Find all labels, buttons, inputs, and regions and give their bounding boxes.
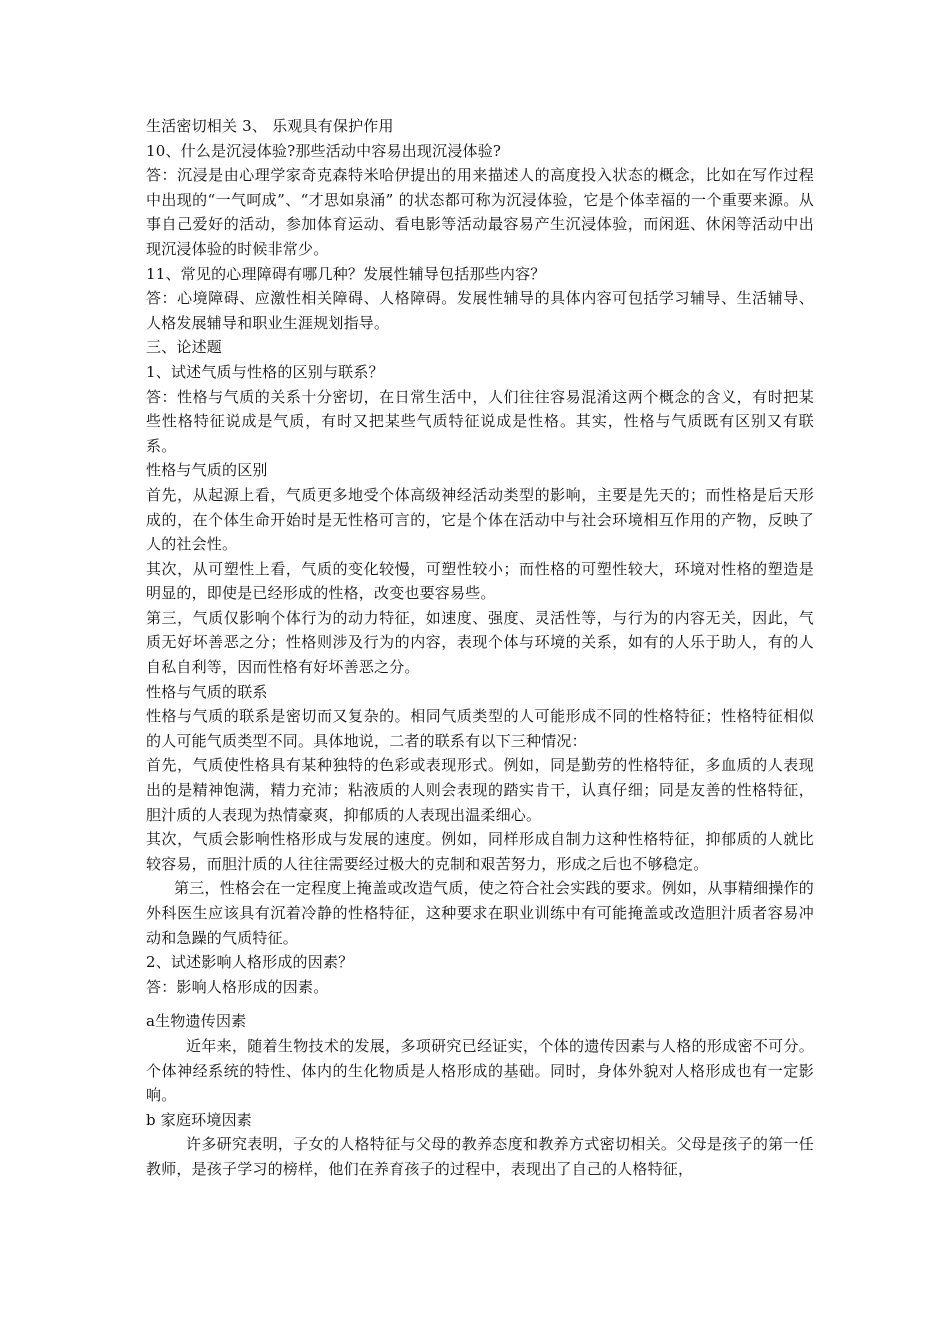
paragraph: 其次，气质会影响性格形成与发展的速度。例如，同样形成自制力这种性格特征，抑郁质的人就比较容易，而胆汁质的人往往需要经过极大的克制和艰苦努力，形成之后也不够稳定。 (146, 830, 814, 873)
paragraph: 第三，气质仅影响个体行为的动力特征，如速度、强度、灵活性等，与行为的内容无关，因此，气质无好坏善恶之分；性格则涉及行为的内容，表现个体与环境的关系，如有的人乐于助人，有的人自私自利等，因而性格有好坏善恶之分。 (146, 608, 814, 677)
paragraph: 近年来，随着生物技术的发展，多项研究已经证实，个体的遗传因素与人格的形成密不可分。个体神经系统的特性、体内的生化物质是人格形成的基础。同时，身体外貌对人格形成也有一定影响。 (146, 1036, 814, 1105)
essay-question-2: 2、试述影响人格形成的因素？ (146, 953, 354, 972)
question-11: 11、常见的心理障碍有哪几种？发展性辅导包括那些内容？ (146, 264, 546, 283)
document-body (146, 114, 814, 1182)
subheading-connections: 性格与气质的联系 (146, 682, 268, 701)
paragraph: 生活密切相关 3、 乐观具有保护作用 (146, 117, 394, 135)
answer-11: 答：心境障碍、应激性相关障碍、人格障碍。发展性辅导的具体内容可包括学习辅导、生活辅导、人格发展辅导和职业生涯规划指导。 (146, 289, 814, 332)
paragraph: 许多研究表明，子女的人格特征与父母的教养态度和教养方式密切相关。父母是孩子的第一任教师，是孩子学习的榜样，他们在养育孩子的过程中，表现出了自己的人格特征， (146, 1135, 814, 1178)
paragraph: 第三，性格会在一定程度上掩盖或改造气质，使之符合社会实践的要求。例如，从事精细操作的外科医生应该具有沉着冷静的性格特征，这种要求在职业训练中有可能掩盖或改造胆汁质者容易冲动和急躁的气质特征。 (146, 879, 814, 947)
paragraph: 首先，从起源上看，气质更多地受个体高级神经活动类型的影响，主要是先天的；而性格是后天形成的，在个体生命开始时是无性格可言的，它是个体在活动中与社会环境相互作用的产物，反映了人的社会性。 (146, 485, 814, 554)
section-heading: 三、论述题 (146, 338, 223, 357)
answer-10: 答：沉浸是由心理学家奇克森特米哈伊提出的用来描述人的高度投入状态的概念，比如在写作过程中出现的“一气呵成”、“才思如泉涌” 的状态都可称为沉浸体验，它是个体幸福的一个重要来源。从事自己爱好的活动，参加体育运动、看电影等活动最容易产生沉浸体验，而闲逛、休闲等活动中出现沉浸体验的时候非常少。 (146, 166, 814, 258)
subheading-differences: 性格与气质的区别 (146, 461, 268, 480)
essay-answer-2: 答：影响人格形成的因素。 (146, 977, 329, 996)
question-10: 10、什么是沉浸体验?那些活动中容易出现沉浸体验? (146, 141, 502, 160)
paragraph: 性格与气质的联系是密切而又复杂的。相同气质类型的人可能形成不同的性格特征；性格特征相似的人可能气质类型不同。具体地说，二者的联系有以下三种情况： (146, 707, 814, 750)
spacer (146, 999, 814, 1009)
paragraph: 其次，从可塑性上看，气质的变化较慢，可塑性较小；而性格的可塑性较大，环境对性格的塑造是明显的，即使是已经形成的性格，改变也要容易些。 (146, 559, 814, 603)
paragraph: 首先，气质使性格具有某种独特的色彩或表现形式。例如，同是勤劳的性格特征，多血质的人表现出的是精神饱满，精力充沛；粘液质的人则会表现的踏实肯干，认真仔细；同是友善的性格特征，胆汁质的人表现为热情豪爽，抑郁质的人表现出温柔细心。 (146, 756, 814, 824)
subheading-family: b 家庭环境因素 (146, 1110, 252, 1129)
subheading-biological: a生物遗传因素 (146, 1012, 247, 1031)
essay-answer-1: 答：性格与气质的关系十分密切，在日常生活中，人们往往容易混淆这两个概念的含义，有时把某些性格特征说成是气质，有时又把某些气质特征说成是性格。其实，性格与气质既有区别又有联系。 (146, 387, 814, 455)
essay-question-1: 1、试述气质与性格的区别与联系？ (146, 362, 384, 381)
